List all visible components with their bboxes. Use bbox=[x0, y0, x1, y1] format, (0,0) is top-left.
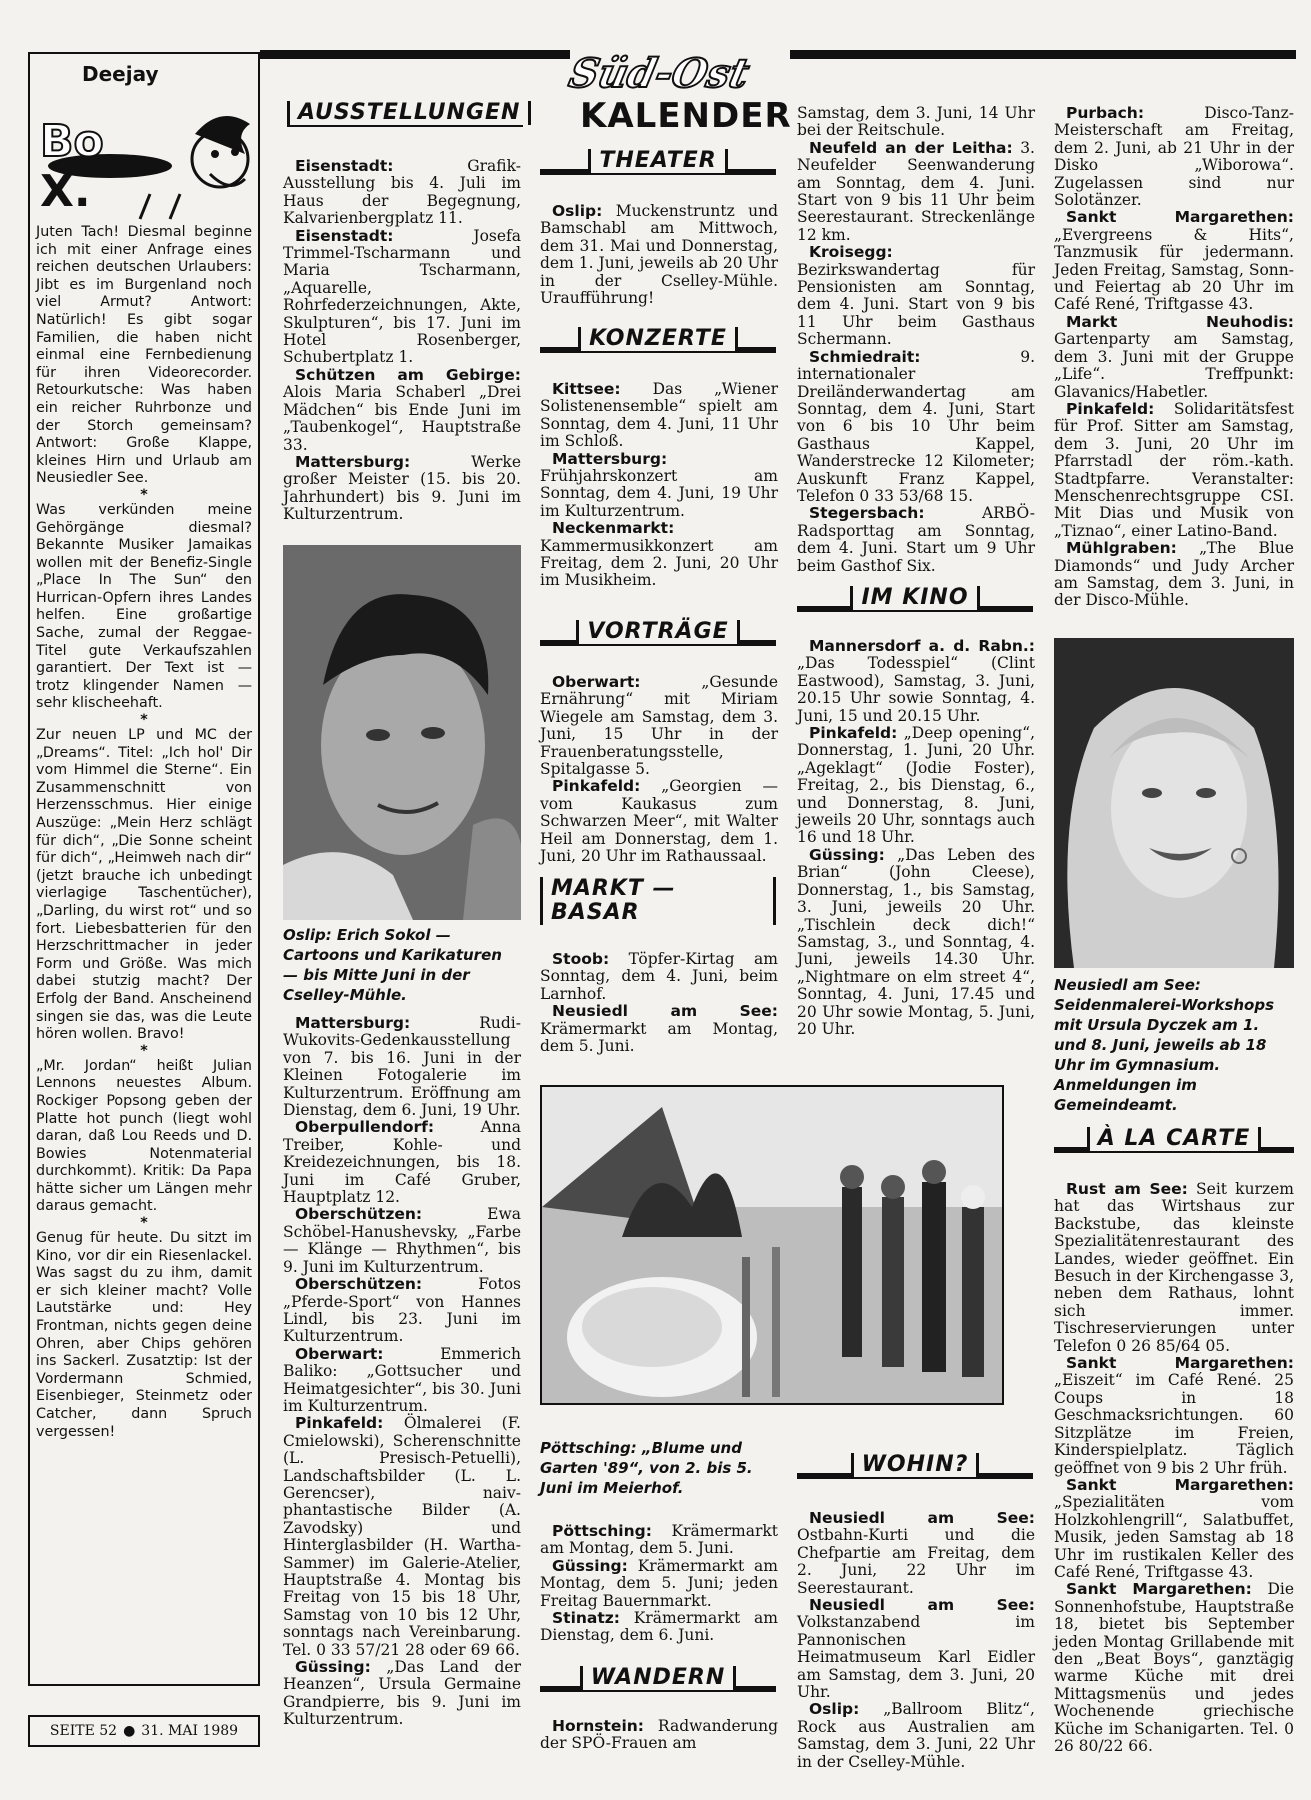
deejay-separator: * bbox=[140, 712, 148, 729]
garden-fair-photo-icon bbox=[542, 1087, 1002, 1403]
deejay-logo bbox=[30, 54, 258, 224]
list-item: Kittsee: Das „Wiener Solistenensemble“ spielt am Sonntag, dem 4. Juni, 11 Uhr im Schloß. bbox=[540, 380, 778, 451]
top-rule-left bbox=[260, 50, 570, 59]
list-item: Oberwart: „Gesunde Ernährung“ mit Miriam Wiegele am Samstag, dem 3. Juni, 15 Uhr in der Frauenberatungsstelle, Spitalgasse 5. bbox=[540, 673, 778, 779]
list-item: Mattersburg: Rudi-Wukovits-Gedenkausstellung von 7. bis 16. Juni in der Kleinen Fotogalerie im Kulturzentrum. Eröffnung am Dienstag, dem 6. Juni, 19 Uhr. bbox=[283, 1014, 521, 1120]
list-item: Güssing: „Das Land der Heanzen“, Ursula Germaine Grandpierre, bis 9. Juni im Kulturzentrum. bbox=[283, 1658, 521, 1729]
deejay-separator: * bbox=[140, 486, 148, 503]
section-heading-carte: À LA CARTE bbox=[1054, 1126, 1294, 1156]
list-item: Pinkafeld: Ölmalerei (F. Cmielowski), Scherenschnitte (L. Presisch-Petuelli), Landschaftsbilder (L. L. Gerencser), naiv-phantastische Bilder (A. Zavodsky) und Hinterglasbilder (H. Wartha-Sammer) im Galerie-Atelier, Hauptstraße 4. Montag bis Freitag von 15 bis 18 Uhr, Samstag von 10 bis 12 Uhr, sonntags nach Vereinbarung. Tel. 0 33 57/21 28 oder 69 66. bbox=[283, 1414, 521, 1659]
photo-caption: Neusiedl am See: Seidenmalerei-Workshops mit Ursula Dyczek am 1. und 8. Juni, jeweils ab 18 Uhr im Gymnasium. Anmeldungen im Gemeindeamt. bbox=[1054, 976, 1275, 1114]
list-item: Schmiedrait: 9. internationaler Dreiländerwandertag am Sonntag, dem 4. Juni, Start von 6 bis 10 Uhr beim Gasthaus Kappel, Wanderstrecke 12 Kilometer; Auskunft Franz Kappel, Telefon 0 33 53/68 15. bbox=[797, 347, 1035, 505]
list-item: Oberwart: Emmerich Baliko: „Gottsucher und Heimatgesichter“, bis 30. Juni im Kulturzentrum. bbox=[283, 1344, 521, 1415]
list-item: Schützen am Gebirge: Alois Maria Schaberl „Drei Mädchen“ bis Ende Juni im „Taubenkogel“, Hauptstraße 33. bbox=[283, 365, 521, 454]
list-item: Stegersbach: ARBÖ-Radsporttag am Sonntag, dem 4. Juni. Start um 9 Uhr beim Gasthof Six. bbox=[797, 504, 1035, 575]
list-item: Neufeld an der Leitha: 3. Neufelder Seenwanderung am Sonntag, dem 4. Juni. Start von 9 bis 11 Uhr beim Seerestaurant. Streckenlänge 12 km. bbox=[797, 138, 1035, 244]
deejay-title-bo: Bo bbox=[40, 116, 104, 167]
woman-portrait-photo-icon bbox=[1054, 638, 1294, 968]
footer-bullet: ● bbox=[123, 1723, 136, 1739]
deejay-title-top: Deejay bbox=[82, 62, 159, 86]
list-item: Rust am See: Seit kurzem hat das Wirtshaus zur Backstube, das kleinste Spezialitätenrestaurant des Landes, wieder geöffnet. Ein Besuch in der Kirchengasse 3, neben dem Rathaus, lohnt sich immer. Tischreservierungen unter Telefon 0 26 85/64 05. bbox=[1054, 1180, 1294, 1355]
section-heading-theater: THEATER bbox=[540, 148, 776, 178]
deejay-paragraph: Zur neuen LP und MC der „Dreams“. Titel: „Ich hol' Dir vom Himmel die Sterne“. Ein Zusammenschnitt von Herzensschmus. Hier einige Auszüge: „Mein Herz schlägt für dich“, „Die Sonne scheint für dich“, „Heimweh nach dir“ (jetzt brauche ich unbedingt vierlagige Taschentücher), „Darling, du wirst rot“ und so fort. Liebesbatterien für den Herzschrittmacher in jeder Form und Größe. Was mich dabei stutzig macht? Der Erfolg der Band. Anscheinend singen sie das, was die Leute hören wollen. Bravo! bbox=[36, 727, 252, 1043]
section-heading-wandern: WANDERN bbox=[540, 1665, 776, 1695]
deejay-title-x: X. bbox=[40, 166, 91, 217]
col3-wandern bbox=[797, 105, 1035, 575]
photo-erich-sokol bbox=[283, 545, 521, 920]
list-item: Mannersdorf a. d. Rabn.: „Das Todesspiel“ (Clint Eastwood), Samstag, 3. Juni, 20.15 Uhr sowie Sonntag, 4. Juni, 15 und 20.15 Uhr. bbox=[797, 637, 1035, 725]
col3-kino bbox=[797, 638, 1035, 1038]
list-item: Pinkafeld: Solidaritätsfest für Prof. Sitter am Samstag, dem 3. Juni, 20 Uhr im Pfarrstadl der röm.-kath. Stadtpfarre. Veranstalter: Menschenrechtsgruppe CSI. Mit Dias und Musik von „Tiznao“, einer Latino-Band. bbox=[1054, 399, 1294, 540]
list-item: Güssing: Krämermarkt am Montag, dem 5. Juni; jeden Freitag Bauernmarkt. bbox=[540, 1556, 778, 1610]
list-item: Sankt Margarethen: „Evergreens & Hits“, Tanzmusik für jedermann. Jeden Freitag, Samstag, Sonn- und Feiertag ab 20 Uhr im Café René, Triftgasse 43. bbox=[1054, 208, 1294, 314]
list-item: Mattersburg: Werke großer Meister (15. bis 20. Jahrhundert) bis 9. Juni im Kulturzentrum. bbox=[283, 452, 521, 524]
deejay-separator: * bbox=[140, 1215, 148, 1232]
col2-vortraege bbox=[540, 674, 778, 865]
photo-caption: Oslip: Erich Sokol — Cartoons und Karikaturen — bis Mitte Juni in der Cselley-Mühle. bbox=[283, 926, 502, 1004]
list-item: Neusiedl am See: Krämermarkt am Montag, dem 5. Juni. bbox=[540, 1002, 778, 1056]
list-item: Pinkafeld: „Deep opening“, Donnerstag, 1. Juni, 20 Uhr. „Ageklagt“ (Jodie Foster), Freitag, 2., bis Dienstag, 6., und Donnerstag, 8. Juni, jeweils 20 Uhr, sonntags auch 16 und 18 Uhr. bbox=[797, 724, 1035, 847]
section-heading-ausstellungen: AUSSTELLUNGEN bbox=[287, 100, 523, 130]
list-item: Kroisegg: Bezirkswandertag für Pensionisten am Sonntag, dem 4. Juni. Start von 9 bis 11 Uhr beim Gasthaus Schermann. bbox=[797, 243, 1035, 349]
list-item: Purbach: Disco-Tanz-Meisterschaft am Freitag, dem 2. Juni, ab 21 Uhr in der Disko „Wiborowa“. Zugelassen sind nur Solotänzer. bbox=[1054, 104, 1294, 210]
list-item: Stoob: Töpfer-Kirtag am Sonntag, dem 4. Juni, beim Larnhof. bbox=[540, 950, 778, 1003]
col2-wandern bbox=[540, 1718, 778, 1753]
list-item: Oberpullendorf: Anna Treiber, Kohle- und Kreidezeichnungen, bis 18. Juni im Café Gruber, Hauptplatz 12. bbox=[283, 1118, 521, 1207]
list-item: Markt Neuhodis: Gartenparty am Samstag, dem 3. Juni mit der Gruppe „Life“. Treffpunkt: Glavanics/Habetler. bbox=[1054, 312, 1294, 401]
deejay-separator: * bbox=[140, 1042, 148, 1059]
section-heading-markt: MARKT — BASAR bbox=[540, 888, 776, 918]
list-item: Sankt Margarethen: „Spezialitäten vom Holzkohlengrill“, Salatbuffet, Musik, jeden Samstag ab 18 Uhr im rustikalen Keller des Café René, Triftgasse 43. bbox=[1054, 1475, 1294, 1581]
list-item: Eisenstadt: Grafik-Ausstellung bis 4. Juli im Haus der Begegnung, Kalvarienbergplatz 11. bbox=[283, 157, 521, 228]
col1-top bbox=[283, 158, 521, 524]
list-item: Samstag, dem 3. Juni, 14 Uhr bei der Reitschule. bbox=[797, 104, 1035, 140]
col2-konzerte bbox=[540, 381, 778, 590]
deejay-paragraph: „Mr. Jordan“ heißt Julian Lennons neuestes Album. Rockiger Popsong geben der Platte hot punch (liegt wohl daran, daß Lou Reeds und D. Bowies Notenmaterial durchkommt). Kritik: Da Papa hätte sicher um Längen mehr daraus gemacht. bbox=[36, 1057, 252, 1215]
col2-markt-more bbox=[540, 1523, 778, 1645]
list-item: Hornstein: Radwanderung der SPÖ-Frauen am bbox=[540, 1717, 778, 1753]
section-heading-konzerte: KONZERTE bbox=[540, 326, 776, 356]
deejay-box bbox=[28, 52, 260, 1686]
list-item: Oslip: „Ballroom Blitz“, Rock aus Australien am Samstag, dem 3. Juni, 22 Uhr in der Cselley-Mühle. bbox=[797, 1700, 1035, 1771]
col3-wohin bbox=[797, 1510, 1035, 1771]
page-date: 31. MAI 1989 bbox=[141, 1723, 239, 1739]
photo-caption: Pöttsching: „Blume und Garten '89“, von 2. bis 5. Juni im Meierhof. bbox=[540, 1439, 753, 1497]
masthead-line2: KALENDER bbox=[580, 96, 792, 136]
list-item: Sankt Margarethen: „Eiszeit“ im Café René. 25 Coups in 18 Geschmacksrichtungen. 60 Sitzplätze im Freien, Kinderspielplatz. Täglich geöffnet von 9 bis 2 Uhr früh. bbox=[1054, 1354, 1294, 1477]
col2-markt bbox=[540, 951, 778, 1055]
list-item: Eisenstadt: Josefa Trimmel-Tscharmann und Maria Tscharmann, „Aquarelle, Rohrfederzeichnungen, Akte, Skulpturen“, bis 17. Juni im Hotel Rosenberger, Schubertplatz 1. bbox=[283, 226, 521, 367]
list-item: Güssing: „Das Leben des Brian“ (John Cleese), Donnerstag, 1., bis Samstag, 3. Juni, jeweils 20 Uhr. „Tischlein deck dich!“ Samstag, 3., und Sonntag, 4. Juni, jeweils 14.30 Uhr. „Nightmare on elm street 4“, Sonntag, 4. Juni, 17.45 und 20 Uhr sowie Montag, 5. Juni, 20 Uhr. bbox=[797, 845, 1035, 1038]
list-item: Neusiedl am See: Ostbahn-Kurti und die Chefpartie am Freitag, dem 2. Juni, 22 Uhr im Seerestaurant. bbox=[797, 1509, 1035, 1597]
top-rule-right bbox=[790, 50, 1296, 59]
col2-theater bbox=[540, 203, 778, 307]
deejay-paragraph: Juten Tach! Diesmal beginne ich mit einer Anfrage eines reichen deutschen Urlaubers: Jibt es im Burgenland noch viel Armut? Antwort: Natürlich! Es gibt sogar Familien, die haben nicht einmal eine Fernbedienung für ihren Videorecorder. Retourkutsche: Was haben ein reicher Ruhrbonze und der Storch gemeinsam? Antwort: Große Klappe, kleines Hirn und Urlaub am Neusiedler See. bbox=[36, 224, 252, 487]
col4-carte bbox=[1054, 1181, 1294, 1755]
page-footer bbox=[28, 1715, 260, 1747]
list-item: Neusiedl am See: Volkstanzabend im Pannonischen Heimatmuseum Karl Eidler am Samstag, dem 3. Juni, 20 Uhr. bbox=[797, 1596, 1035, 1702]
list-item: Neckenmarkt: Kammermusikkonzert am Freitag, dem 2. Juni, 20 Uhr im Musikheim. bbox=[540, 519, 778, 590]
col4-top bbox=[1054, 105, 1294, 610]
section-heading-kino: IM KINO bbox=[797, 585, 1033, 615]
portrait-photo-icon bbox=[283, 545, 521, 920]
list-item: Mattersburg: Frühjahrskonzert am Sonntag, dem 4. Juni, 19 Uhr im Kulturzentrum. bbox=[540, 449, 778, 520]
col1-bottom bbox=[283, 1015, 521, 1729]
list-item: Sankt Margarethen: Die Sonnenhofstube, Hauptstraße 18, bietet bis September jeden Montag Grillabende mit den „Beat Boys“, ganztägig warme Küche mit drei Mittagsmenüs und jedes Wochenende griechische Küche im Schanigarten. Tel. 0 26 80/22 66. bbox=[1054, 1580, 1294, 1755]
list-item: Pöttsching: Krämermarkt am Montag, dem 5. Juni. bbox=[540, 1522, 778, 1558]
deejay-paragraph: Genug für heute. Du sitzt im Kino, vor dir ein Riesenlackel. Was sagst du zu ihm, damit er sich kleiner macht? Volle Lautstärke und: Hey Frontman, nichts gegen deine Ohren, aber Chips gehören ins Sackerl. Zusatztip: Ist der Vordermann Schmied, Eisenbieger, Steinmetz oder Catcher, dann Spruch vergessen! bbox=[36, 1230, 252, 1440]
list-item: Pinkafeld: „Georgien — vom Kaukasus zum Schwarzen Meer“, mit Walter Heil am Donnerstag, dem 1. Juni, 20 Uhr im Rathaussaal. bbox=[540, 777, 778, 866]
list-item: Oslip: Muckenstruntz und Bamschabl am Mittwoch, dem 31. Mai und Donnerstag, dem 1. Juni, jeweils ab 20 Uhr in der Cselley-Mühle. Uraufführung! bbox=[540, 202, 778, 308]
deejay-text bbox=[30, 224, 258, 1441]
section-heading-wohin: WOHIN? bbox=[797, 1452, 1033, 1482]
deejay-paragraph: Was verkünden meine Gehörgänge diesmal? Bekannte Musiker Jamaikas wollen mit der Benefiz-Single „Place In The Sun“ den Hurrican-Opfern ihres Landes helfen. Eine großartige Sache, zumal der Reggae-Titel gute Verkaufszahlen garantiert. Der Text ist — trotz klingender Namen — sehr klischeehaft. bbox=[36, 501, 252, 712]
list-item: Stinatz: Krämermarkt am Dienstag, dem 6. Juni. bbox=[540, 1609, 778, 1645]
masthead bbox=[540, 50, 790, 140]
photo-ursula-dyczek bbox=[1054, 638, 1294, 968]
page-number: SEITE 52 bbox=[49, 1723, 118, 1739]
list-item: Mühlgraben: „The Blue Diamonds“ und Judy Archer am Samstag, dem 3. Juni, in der Disco-Mühle. bbox=[1054, 539, 1294, 610]
photo-blume-garten bbox=[540, 1085, 1004, 1405]
list-item: Oberschützen: Fotos „Pferde-Sport“ von Hannes Lindl, bis 23. Juni im Kulturzentrum. bbox=[283, 1275, 521, 1346]
list-item: Oberschützen: Ewa Schöbel-Hanushevsky, „Farbe — Klänge — Rhythmen“, bis 9. Juni im Kulturzentrum. bbox=[283, 1205, 521, 1276]
masthead-line1: Süd-Ost bbox=[565, 50, 754, 97]
section-heading-vortraege: VORTRÄGE bbox=[540, 619, 776, 649]
